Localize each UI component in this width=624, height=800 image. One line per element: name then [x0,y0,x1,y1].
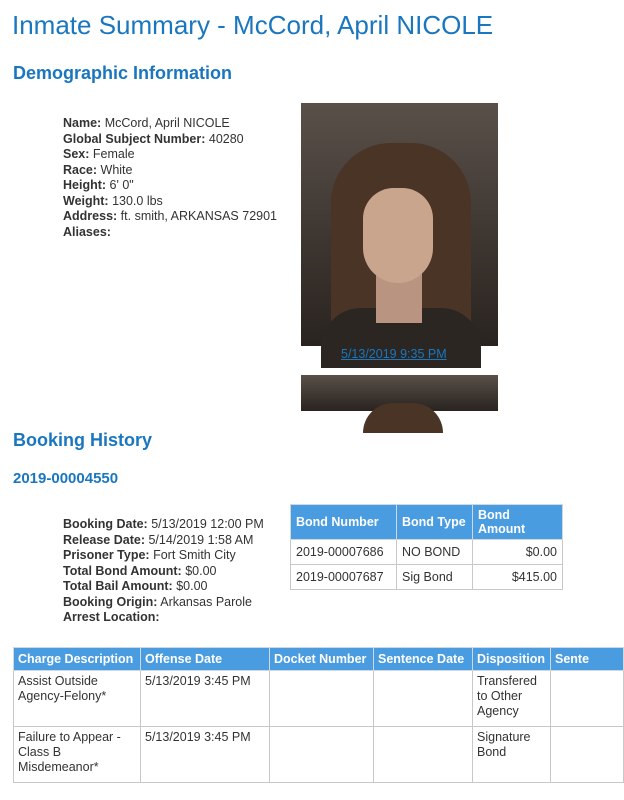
table-row [14,671,624,727]
booking-number: 2019-00004550 [13,470,119,487]
field-value: 5/14/2019 1:58 AM [148,532,254,547]
demographic-fields [63,116,277,240]
charge-description-cell: Assist Outside Agency-Felony* [14,671,141,727]
field-label: Booking Origin: [63,594,158,609]
field-label: Total Bond Amount: [63,563,182,578]
field-label: Release Date: [63,532,145,547]
bond-table-header-row [291,505,563,540]
table-row [14,727,624,783]
field-total-bond-amount [63,564,264,580]
field-sex [63,147,277,163]
field-value: ft. smith, ARKANSAS 72901 [120,209,277,223]
field-height [63,178,277,194]
disposition-cell: Signature Bond [473,727,551,783]
field-value: Female [92,147,135,161]
booking-history-heading: Booking History [13,430,153,450]
field-value: 6' 0" [109,178,134,192]
field-label: Prisoner Type: [63,548,150,562]
column-header[interactable]: Disposition [473,648,551,671]
field-label: Name: [63,116,102,130]
field-label: Global Subject Number: [63,131,206,146]
column-header[interactable]: Sente [551,648,624,671]
field-value: 5/13/2019 12:00 PM [151,517,264,531]
charge-description-cell: Failure to Appear - Class B Misdemeanor* [14,727,141,783]
field-release-date [63,533,264,549]
field-arrest-location [63,610,264,626]
mugshot-photo-secondary[interactable] [301,375,498,411]
field-total-bail-amount [63,579,264,595]
field-label: Sex: [63,147,90,161]
sentence-cell [551,727,624,783]
mugshot-photo[interactable] [301,103,498,346]
offense-date-cell: 5/13/2019 3:45 PM [141,671,270,727]
table-row [291,565,563,590]
field-name [63,116,277,132]
table-row [291,540,563,565]
column-header[interactable]: Sentence Date [374,648,473,671]
charge-table-container[interactable] [13,647,590,800]
disposition-cell: Transfered to Other Agency [473,671,551,727]
bond-type-cell: Sig Bond [397,565,473,590]
field-booking-origin [63,595,264,611]
field-label: Height: [63,178,107,192]
bond-type-cell: NO BOND [397,540,473,565]
bond-number-cell: 2019-00007687 [291,565,397,590]
bond-amount-cell: $0.00 [473,540,563,565]
field-label: Total Bail Amount: [63,579,173,593]
field-aliases [63,225,277,241]
docket-number-cell [270,727,374,783]
field-label: Booking Date: [63,517,148,531]
demographic-heading: Demographic Information [13,63,233,83]
field-weight [63,194,277,210]
bond-table [290,504,563,590]
field-label: Race: [63,162,98,177]
column-header[interactable]: Offense Date [141,648,270,671]
page-title: Inmate Summary - McCord, April NICOLE [12,10,494,40]
field-value: 130.0 lbs [112,193,163,208]
field-value: $0.00 [185,563,217,578]
column-header[interactable]: Bond Number [291,505,397,540]
charge-table [13,647,624,783]
bond-number-cell: 2019-00007686 [291,540,397,565]
booking-fields [63,517,264,626]
field-value: 40280 [208,131,244,146]
charge-table-header-row [14,648,624,671]
field-address [63,209,277,225]
field-prisoner-type [63,548,264,564]
photo-face [363,188,433,283]
bond-amount-cell: $415.00 [473,565,563,590]
offense-date-cell: 5/13/2019 3:45 PM [141,727,270,783]
field-label: Arrest Location: [63,610,160,624]
photo-date-link[interactable]: 5/13/2019 9:35 PM [341,347,447,361]
field-value: White [100,162,133,177]
field-global-subject-number [63,132,277,148]
field-race [63,163,277,179]
field-label: Aliases: [63,224,111,239]
sentence-cell [551,671,624,727]
field-value: $0.00 [176,579,208,593]
column-header[interactable]: Bond Amount [473,505,563,540]
column-header[interactable]: Charge Description [14,648,141,671]
field-value: McCord, April NICOLE [104,116,230,130]
sentence-date-cell [374,727,473,783]
docket-number-cell [270,671,374,727]
field-value: Arkansas Parole [160,594,252,609]
field-label: Weight: [63,193,109,208]
field-value: Fort Smith City [153,548,236,562]
sentence-date-cell [374,671,473,727]
column-header[interactable]: Bond Type [397,505,473,540]
field-label: Address: [63,209,118,223]
field-booking-date [63,517,264,533]
column-header[interactable]: Docket Number [270,648,374,671]
